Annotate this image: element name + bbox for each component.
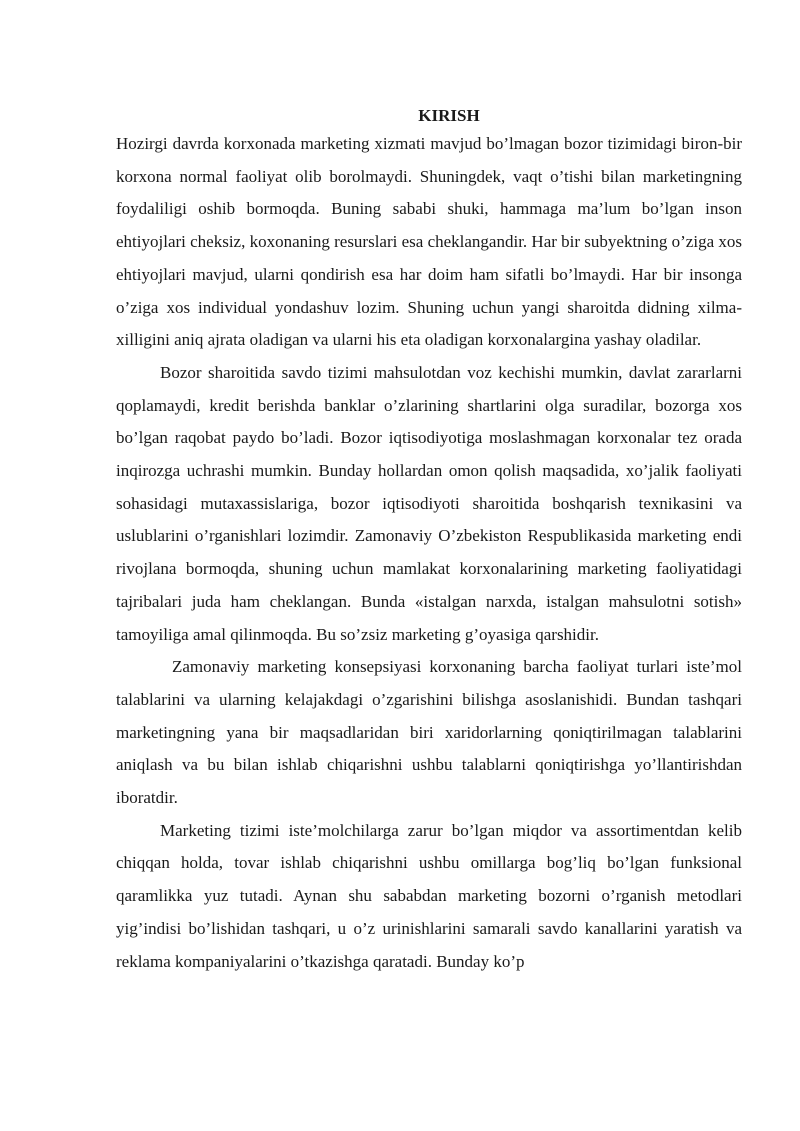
document-body [116,104,742,978]
paragraph-3: Zamonaviy marketing konsepsiyasi korxonaning barcha faoliyat turlari iste’mol talablarini va ularning kelajakdagi o’zgarishini bilishga asoslanishidi. Bundan tashqari marketingning yana bir maqsadlaridan biri xaridorlarning qoniqtirilmagan talablarini aniqlash va bu bilan ishlab chiqarishni ushbu talablarni qoniqtirishga yo’llantirishdan iboratdir. [116,657,742,808]
paragraph-4: Marketing tizimi iste’molchilarga zarur bo’lgan miqdor va assortimentdan kelib chiqqan holda, tovar ishlab chiqarishni ushbu omillarga bog’liq bo’lgan funksional qaramlikka yuz tutadi. Aynan shu sababdan marketing bozorni o’rganish metodlari yig’indisi bo’lishidan tashqari, u o’z urinishlarini samarali savdo kanallarini yaratish va reklama kompaniyalarini o’tkazishga qaratadi. Bunday ko’p [116,820,742,971]
paragraph-1: Hozirgi davrda korxonada marketing xizmati mavjud bo’lmagan bozor tizimidagi biron-bir korxona normal faoliyat olib borolmaydi. Shuningdek, vaqt o’tishi bilan marketingning foydaliligi oshib bormoqda. Buning sababi shuki, hammaga ma’lum bo’lgan inson ehtiyojlari cheksiz, koxonaning resurslari esa cheklangandir. Har bir subyektning o’ziga xos ehtiyojlari mavjud, ularni qondirish esa har doim ham sifatli bo’lmaydi. Har bir insonga o’ziga xos individual yondashuv lozim. Shuning uchun yangi sharoitda didning xilma-xilligini aniq ajrata oladigan va ularni his eta oladigan korxonalargina yashay oladilar. [116,134,742,350]
paragraph-2: Bozor sharoitida savdo tizimi mahsulotdan voz kechishi mumkin, davlat zararlarni qoplamaydi, kredit berishda banklar o’zlarining shartlarini olga suradilar, bozorga xos bo’lgan raqobat paydo bo’ladi. Bozor iqtisodiyotiga moslashmagan korxonalar tez orada inqirozga uchrashi mumkin. Bunday hollardan omon qolish maqsadida, xo’jalik faoliyati sohasidagi mutaxassislariga, bozor iqtisodiyoti sharoitida boshqarish texnikasini va uslublarini o’rganishlari lozimdir. Zamonaviy O’zbekiston Respublikasida marketing endi rivojlana bormoqda, shuning uchun mamlakat korxonalarining marketing faoliyatidagi tajribalari juda ham cheklangan. Bunda «istalgan narxda, istalgan mahsulotni sotish» tamoyiliga amal qilinmoqda. Bu so’zsiz marketing g’oyasiga qarshidir. [116,362,742,644]
document-title: KIRISH [418,106,480,125]
